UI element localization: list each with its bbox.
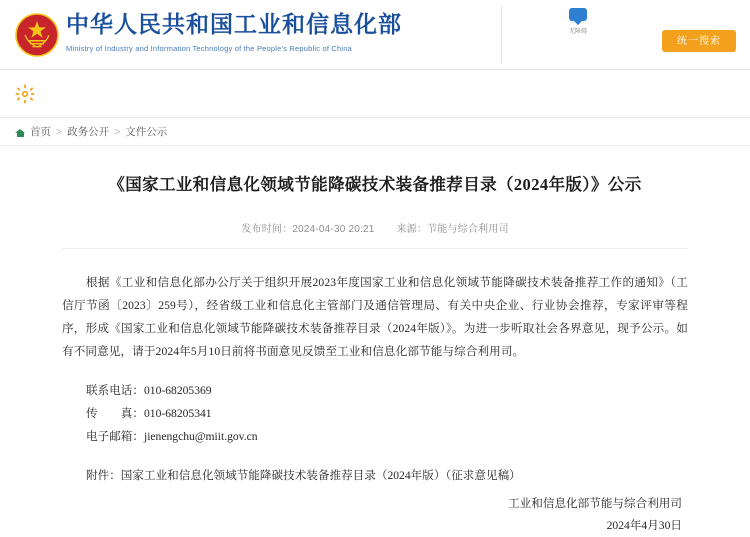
source-label: 来源：: [396, 224, 428, 235]
article: [0, 146, 750, 537]
site-header: [0, 0, 750, 70]
home-icon[interactable]: [15, 127, 26, 137]
publish-time-label: 发布时间：: [241, 224, 293, 235]
org-name-cn: 中华人民共和国工业和信息化部: [66, 12, 402, 37]
accessibility-entry[interactable]: [567, 8, 589, 35]
page-title: 《国家工业和信息化领域节能降碳技术装备推荐目录（2024年版）》公示: [108, 175, 642, 194]
article-paragraph: 根据《工业和信息化部办公厅关于组织开展2023年度国家工业和信息化领域节能降碳技术装备推荐工作的通知》（工信厅节函〔2023〕259号），经省级工业和信息化主管部门及通信管理局、有关中央企业、行业协会推荐，专家评审等程序，形成《国家工业和信息化领域节能降碳技术装备推荐目录（2024年版）》。为进一步听取社会各界意见，现予公示。如有不同意见，请于2024年5月10日前将书面意见反馈至工业和信息化部节能与综合利用司。: [62, 276, 688, 358]
article-meta: [62, 220, 688, 235]
breadcrumb-item-home[interactable]: 首页: [30, 126, 51, 138]
signature-org: 工业和信息化部节能与综合利用司: [508, 497, 682, 510]
article-body: [62, 271, 688, 363]
breadcrumb: [0, 118, 750, 146]
unified-search-button[interactable]: 统一搜索: [662, 30, 736, 52]
header-divider: [501, 6, 502, 64]
accessibility-label: 无障碍: [568, 29, 587, 35]
contact-block: [62, 379, 688, 448]
breadcrumb-separator: >: [56, 125, 63, 138]
contact-email: 电子邮箱：jienengchu@miit.gov.cn: [86, 430, 258, 443]
gear-icon[interactable]: [15, 84, 35, 104]
contact-phone: 联系电话：010-68205369: [86, 384, 212, 397]
publish-time-value: 2024-04-30 20:21: [292, 224, 375, 235]
organization-name: [66, 10, 402, 53]
breadcrumb-separator: >: [114, 125, 121, 138]
org-name-en: Ministry of Industry and Information Technology of the People's Republic of China: [66, 44, 352, 53]
meta-divider: [62, 248, 688, 249]
national-emblem-icon: [14, 12, 60, 58]
attachment-line[interactable]: 附件：国家工业和信息化领域节能降碳技术装备推荐目录（2024年版）（征求意见稿）: [86, 469, 521, 482]
speech-bubble-icon[interactable]: [569, 8, 587, 21]
breadcrumb-item-document-notice[interactable]: 文件公示: [125, 126, 168, 138]
signature-date: 2024年4月30日: [606, 519, 682, 532]
source-value: 节能与综合利用司: [427, 224, 509, 235]
signature-block: [62, 493, 688, 537]
nav-strip: [0, 70, 750, 118]
breadcrumb-item-government-disclosure[interactable]: 政务公开: [67, 126, 110, 138]
contact-fax: 传 真：010-68205341: [86, 407, 212, 420]
